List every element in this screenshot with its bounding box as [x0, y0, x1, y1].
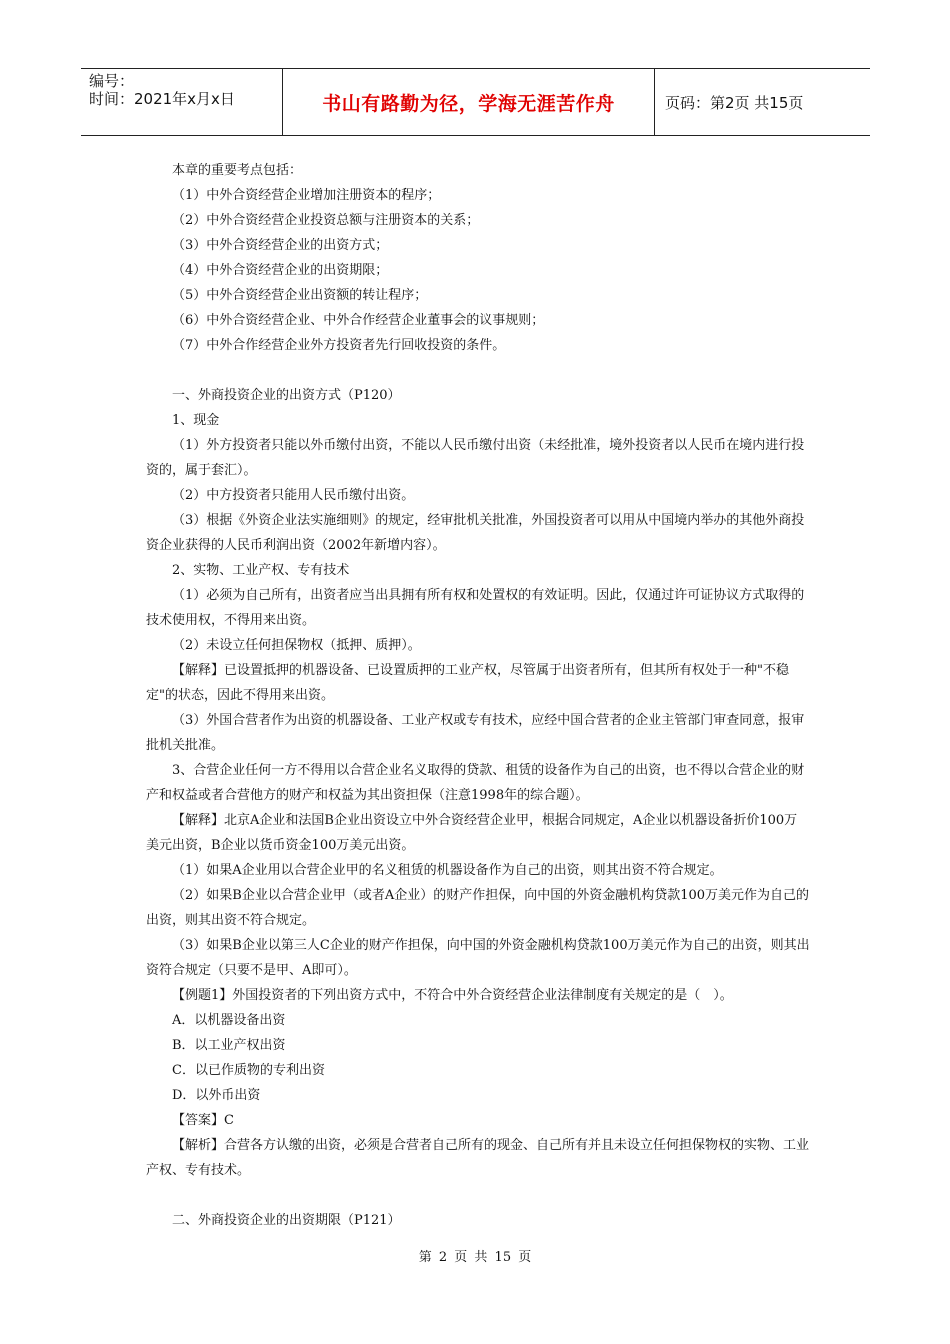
intro-point: （6）中外合资经营企业、中外合作经营企业董事会的议事规则； — [172, 313, 545, 328]
paragraph: （1）外方投资者只能以外币缴付出资，不能以人民币缴付出资（未经批准，境外投资者以人民币在境内进行投资的，属于套汇）。 — [146, 438, 805, 478]
paragraph: 1、现金 — [172, 413, 220, 428]
paragraph: （2）未设立任何担保物权（抵押、质押）。 — [172, 638, 421, 653]
paragraph: 【解释】北京A企业和法国B企业出资设立中外合资经营企业甲，根据合同规定，A企业以机器设备折价100万美元出资，B企业以货币资金100万美元出资。 — [146, 813, 798, 853]
analysis: 【解析】合营各方认缴的出资，必须是合营者自己所有的现金、自己所有并且未设立任何担保物权的实物、工业产权、专有技术。 — [146, 1138, 810, 1178]
answer: 【答案】C — [172, 1113, 234, 1128]
intro-point: （1）中外合资经营企业增加注册资本的程序； — [172, 188, 441, 203]
example-question: 【例题1】外国投资者的下列出资方式中，不符合中外合资经营企业法律制度有关规定的是（ ）。 — [172, 988, 733, 1003]
intro-point: （4）中外合资经营企业的出资期限； — [172, 263, 389, 278]
paragraph: （3）根据《外资企业法实施细则》的规定，经审批机关批准，外国投资者可以用从中国境内举办的其他外商投资企业获得的人民币利润出资（2002年新增内容）。 — [146, 513, 805, 553]
option-d: D．以外币出资 — [172, 1088, 261, 1103]
paragraph: （3）如果B企业以第三人C企业的财产作担保，向中国的外资金融机构贷款100万美元作为自己的出资，则其出资符合规定（只要不是甲、A即可）。 — [146, 938, 810, 978]
intro-point: （3）中外合资经营企业的出资方式； — [172, 238, 389, 253]
section-heading: 一、外商投资企业的出资方式（P120） — [172, 388, 401, 403]
header-page-info: 页码：第2页 共15页 — [665, 93, 804, 112]
paragraph: 【解释】已设置抵押的机器设备、已设置质押的工业产权，尽管属于出资者所有，但其所有权处于一种"不稳定"的状态，因此不得用来出资。 — [146, 663, 789, 703]
paragraph: 3、合营企业任何一方不得用以合营企业名义取得的贷款、租赁的设备作为自己的出资，也不得以合营企业的财产和权益或者合营他方的财产和权益为其出资担保（注意1998年的综合题）。 — [146, 763, 805, 803]
paragraph: （2）中方投资者只能用人民币缴付出资。 — [172, 488, 415, 503]
header-meta — [81, 69, 283, 135]
paragraph: （2）如果B企业以合营企业甲（或者A企业）的财产作担保，向中国的外资金融机构贷款100万美元作为自己的出资，则其出资不符合规定。 — [146, 888, 810, 928]
document-body — [146, 158, 810, 1233]
option-b: B．以工业产权出资 — [172, 1038, 286, 1053]
section-heading: 二、外商投资企业的出资期限（P121） — [172, 1213, 401, 1228]
header-motto: 书山有路勤为径，学海无涯苦作舟 — [283, 69, 655, 135]
intro-point: （7）中外合作经营企业外方投资者先行回收投资的条件。 — [172, 338, 506, 353]
option-a: A．以机器设备出资 — [172, 1013, 286, 1028]
paragraph: 2、实物、工业产权、专有技术 — [172, 563, 350, 578]
option-c: C．以已作质物的专利出资 — [172, 1063, 325, 1078]
paragraph: （1）必须为自己所有，出资者应当出具拥有所有权和处置权的有效证明。因此，仅通过许可证协议方式取得的技术使用权，不得用来出资。 — [146, 588, 805, 628]
document-number-label: 编号： — [89, 72, 135, 90]
intro-point: （5）中外合资经营企业出资额的转让程序； — [172, 288, 428, 303]
page-header — [81, 68, 870, 136]
intro-title: 本章的重要考点包括： — [172, 163, 303, 178]
paragraph: （3）外国合营者作为出资的机器设备、工业产权或专有技术，应经中国合营者的企业主管部门审查同意，报审批机关批准。 — [146, 713, 805, 753]
intro-point: （2）中外合资经营企业投资总额与注册资本的关系； — [172, 213, 480, 228]
page-footer: 第 2 页 共 15 页 — [418, 1250, 532, 1265]
document-time: 时间：2021年x月x日 — [89, 90, 235, 108]
paragraph: （1）如果A企业用以合营企业甲的名义租赁的机器设备作为自己的出资，则其出资不符合规定。 — [172, 863, 723, 878]
